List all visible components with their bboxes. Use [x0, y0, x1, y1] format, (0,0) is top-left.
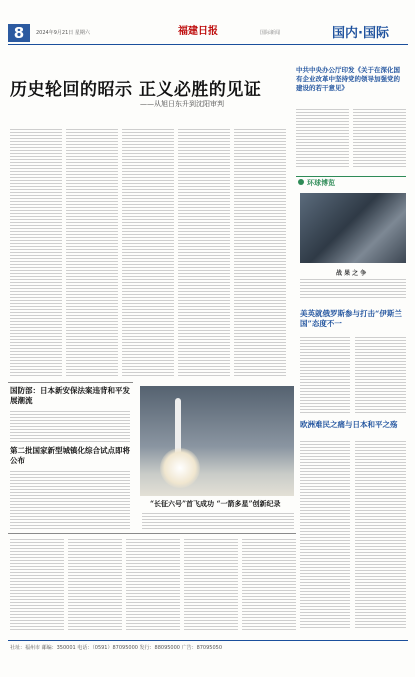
footer-rule — [8, 640, 408, 641]
lead-col-3 — [122, 128, 174, 378]
footer-text: 社址：福州市 邮编：350001 电话：（0591）87095000 发行：88095000 广告：87095050 — [10, 645, 223, 651]
euro-body-2 — [355, 440, 406, 630]
lower-divider — [8, 533, 296, 534]
ukraine-title: 美英就俄罗斯参与打击“伊斯兰国”态度不一 — [300, 309, 402, 328]
lead-headline: 历史轮回的昭示 正义必胜的见证 — [10, 80, 262, 100]
photo-caption-body — [300, 278, 406, 300]
small-left-body — [10, 410, 130, 442]
huanqiu-icon — [298, 179, 304, 185]
right-top-body-1 — [296, 108, 349, 168]
left-divider — [8, 382, 133, 383]
lower-col-4 — [184, 538, 238, 630]
ukraine-body-2 — [355, 336, 406, 414]
rocket-caption: “长征六号”首飞成功 “一箭多星”创新纪录 — [150, 499, 281, 508]
small-left-title-2: 第二批国家新型城镇化综合试点即将公布 — [10, 446, 130, 465]
lead-subhead: ——从旭日东升到沈阳审判 — [140, 100, 224, 108]
lower-col-1 — [10, 538, 64, 630]
lead-col-4 — [178, 128, 230, 378]
small-left-title: 国防部：日本新安保法案违背和平发展潮流 — [10, 386, 130, 405]
lead-col-2 — [66, 128, 118, 378]
header-rule — [8, 44, 408, 45]
lower-col-5 — [242, 538, 296, 630]
right-top-body-2 — [353, 108, 406, 168]
rocket-photo — [140, 386, 294, 496]
section-title: 国内·国际 — [332, 26, 389, 41]
page-number: 8 — [8, 24, 30, 42]
huanqiu-title: 环球博览 — [307, 179, 335, 187]
right-top-title: 中共中央办公厅印发《关于在深化国有企业改革中坚持党的领导加强党的建设的若干意见》 — [296, 66, 400, 92]
small-left-body-2 — [10, 470, 130, 530]
masthead: 福建日报 — [178, 26, 218, 37]
photo-caption: 战 果 之 争 — [336, 270, 367, 277]
news-photo — [300, 193, 406, 263]
euro-title: 欧洲难民之痛与日本和平之殇 — [300, 420, 398, 429]
lead-col-5 — [234, 128, 286, 378]
date-line: 2024年9月21日 星期六 — [36, 30, 90, 36]
lead-col-1 — [10, 128, 62, 378]
euro-body-1 — [300, 440, 350, 630]
rocket-caption-body — [142, 512, 294, 530]
right-info: 国际新闻 — [260, 30, 281, 36]
ukraine-body-1 — [300, 336, 350, 414]
lower-col-3 — [126, 538, 180, 630]
lower-col-2 — [68, 538, 122, 630]
